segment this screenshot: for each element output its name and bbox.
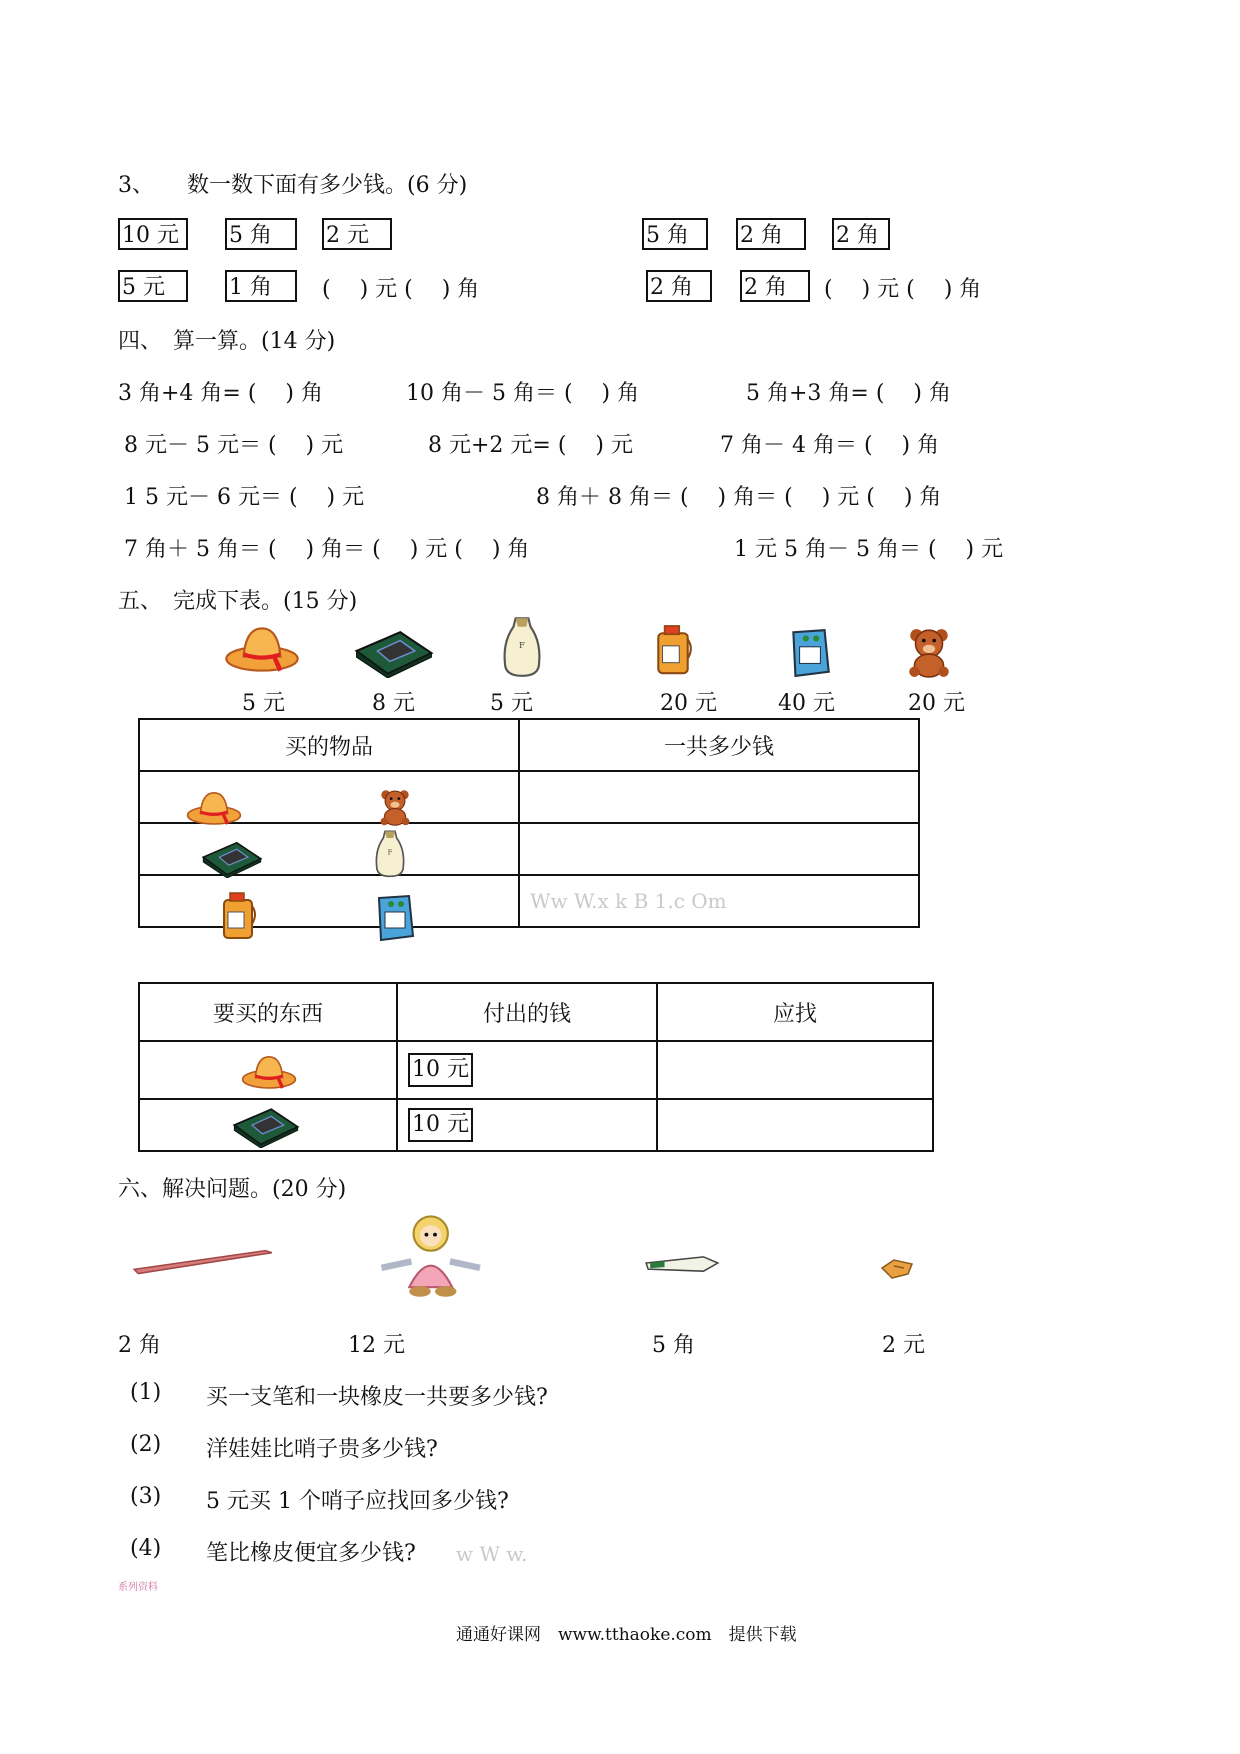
- pencil-box-icon: [192, 838, 272, 878]
- coin-box: 5 角: [642, 218, 708, 250]
- answer-cell[interactable]: [519, 823, 919, 875]
- answer-blank-right: ( ) 元 ( ) 角: [824, 277, 982, 302]
- bag-icon: [372, 828, 408, 878]
- answer-cell[interactable]: [519, 875, 919, 927]
- coin-box: 10 元: [118, 218, 188, 250]
- calc-item: 1 5 元－ 6 元＝ ( ) 元: [124, 485, 365, 510]
- answer-cell[interactable]: [519, 771, 919, 823]
- section-4-title: 四、 算一算。(14 分): [118, 329, 336, 354]
- table-row: [139, 823, 519, 875]
- watermark: Ww W.x k B 1.c Om: [530, 888, 727, 913]
- item-price: 2 角: [118, 1333, 161, 1358]
- question-number: (3): [130, 1484, 162, 1509]
- eraser-icon: [878, 1256, 918, 1280]
- calc-item: 5 角+3 角= ( ) 角: [746, 381, 951, 406]
- calc-item: 7 角＋ 5 角＝ ( ) 角＝ ( ) 元 ( ) 角: [124, 537, 530, 562]
- section-6-title: 六、解决问题。(20 分): [118, 1177, 347, 1202]
- teddy-bear-icon: [374, 788, 416, 826]
- calc-item: 7 角－ 4 角＝ ( ) 角: [720, 433, 940, 458]
- question-text: 买一支笔和一块橡皮一共要多少钱?: [206, 1385, 548, 1410]
- coin-box: 2 角: [740, 270, 810, 302]
- question-number: (1): [130, 1380, 162, 1405]
- table-header: 买的物品: [139, 719, 519, 771]
- small-mark: 系列资料: [118, 1582, 158, 1593]
- paid-cell: [397, 1099, 657, 1151]
- bag-icon: [500, 614, 544, 678]
- calc-item: 3 角+4 角= ( ) 角: [118, 381, 323, 406]
- item-price: 8 元: [372, 691, 415, 716]
- paid-cell: [397, 1041, 657, 1099]
- pen-icon: [130, 1240, 276, 1280]
- calc-item: 8 元+2 元= ( ) 元: [428, 433, 633, 458]
- section-5-title: 五、 完成下表。(15 分): [118, 589, 358, 614]
- question-text: 笔比橡皮便宜多少钱?: [206, 1541, 416, 1566]
- milk-box-icon: [788, 626, 832, 678]
- table-row: [139, 1041, 397, 1099]
- coin-box: 10 元: [408, 1108, 473, 1142]
- question-text: 洋娃娃比哨子贵多少钱?: [206, 1437, 438, 1462]
- item-price: 5 元: [242, 691, 285, 716]
- answer-cell[interactable]: [657, 1041, 933, 1099]
- change-table: [138, 982, 934, 1152]
- table-row: [139, 1099, 397, 1151]
- pencil-box-icon: [352, 626, 436, 678]
- item-price: 20 元: [908, 691, 965, 716]
- table-header: 要买的东西: [139, 983, 397, 1041]
- hat-icon: [236, 1052, 302, 1092]
- footer: 通通好课网 www.tthaoke.com 提供下载: [456, 1625, 797, 1645]
- calc-item: 1 元 5 角－ 5 角＝ ( ) 元: [734, 537, 1004, 562]
- milk-box-icon: [372, 892, 418, 942]
- table-header: 应找: [657, 983, 933, 1041]
- coin-box: 1 角: [225, 270, 297, 302]
- question-number: (2): [130, 1432, 162, 1457]
- item-price: 40 元: [778, 691, 835, 716]
- coin-box: 2 角: [736, 218, 806, 250]
- whistle-icon: [642, 1250, 724, 1276]
- calc-item: 8 元－ 5 元＝ ( ) 元: [124, 433, 344, 458]
- calc-item: 10 角－ 5 角＝ ( ) 角: [406, 381, 640, 406]
- question-number: (4): [130, 1536, 162, 1561]
- answer-cell[interactable]: [657, 1099, 933, 1151]
- calc-item: 8 角＋ 8 角＝ ( ) 角＝ ( ) 元 ( ) 角: [536, 485, 942, 510]
- coin-box: 10 元: [408, 1053, 473, 1087]
- coin-box: 2 角: [646, 270, 712, 302]
- hat-icon: [224, 622, 300, 676]
- table-header: 付出的钱: [397, 983, 657, 1041]
- question-text: 5 元买 1 个哨子应找回多少钱?: [206, 1489, 509, 1514]
- table-row: [139, 875, 519, 927]
- doll-icon: [360, 1210, 510, 1300]
- purchase-total-table: [138, 718, 920, 928]
- coin-box: 2 元: [322, 218, 392, 250]
- table-row: [139, 771, 519, 823]
- pencil-box-icon: [224, 1104, 308, 1148]
- item-price: 12 元: [348, 1333, 405, 1358]
- item-price: 2 元: [882, 1333, 925, 1358]
- juice-icon: [652, 622, 694, 676]
- coin-box: 2 角: [832, 218, 890, 250]
- answer-blank-left: ( ) 元 ( ) 角: [322, 277, 480, 302]
- coin-box: 5 元: [118, 270, 188, 302]
- item-price: 5 元: [490, 691, 533, 716]
- item-price: 5 角: [652, 1333, 695, 1358]
- teddy-bear-icon: [906, 626, 952, 678]
- table-header: 一共多少钱: [519, 719, 919, 771]
- coin-box: 5 角: [225, 218, 297, 250]
- hat-icon: [182, 788, 246, 828]
- section-3-title: 3、 数一数下面有多少钱。(6 分): [118, 173, 468, 198]
- juice-icon: [216, 890, 260, 940]
- item-price: 20 元: [660, 691, 717, 716]
- watermark: w W w.: [456, 1542, 528, 1566]
